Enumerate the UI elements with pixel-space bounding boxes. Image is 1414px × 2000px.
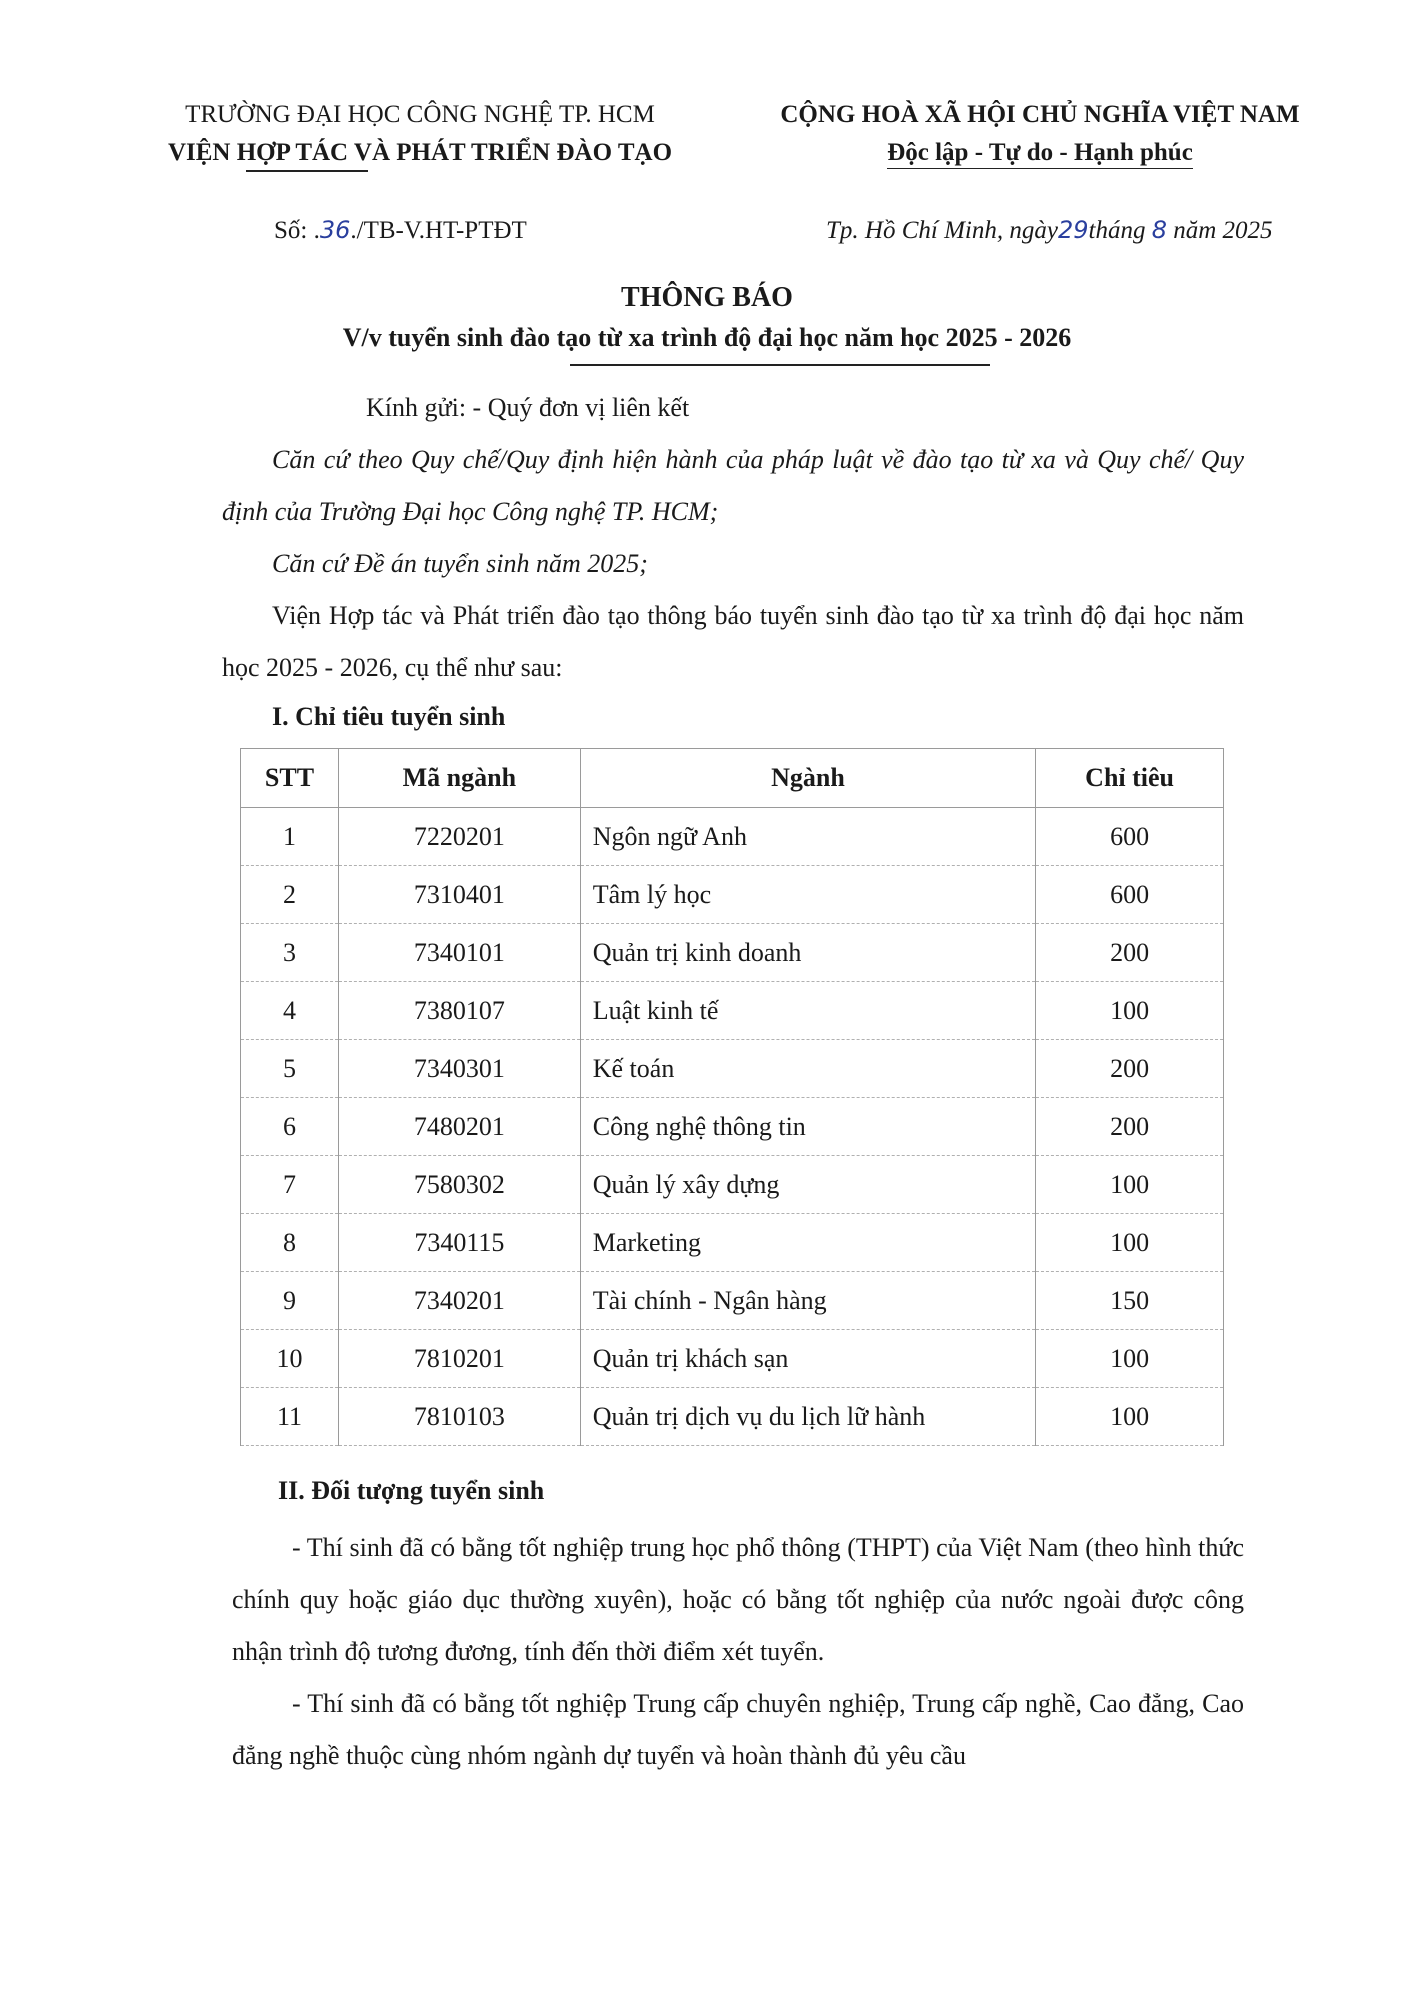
cell-major: Kế toán (580, 1040, 1035, 1098)
cell-quota: 200 (1036, 924, 1224, 982)
legal-basis-2: Căn cứ Đề án tuyển sinh năm 2025; (272, 549, 648, 578)
issuer-university: TRƯỜNG ĐẠI HỌC CÔNG NGHỆ TP. HCM (185, 101, 655, 128)
document-number (274, 216, 527, 245)
cell-major-code: 7220201 (338, 808, 580, 866)
cell-major: Quản trị dịch vụ du lịch lữ hành (580, 1388, 1035, 1446)
cell-quota: 100 (1036, 1330, 1224, 1388)
date-month-label: tháng (1088, 217, 1146, 244)
table-row (241, 1388, 1224, 1446)
cell-major: Tài chính - Ngân hàng (580, 1272, 1035, 1330)
document-number-handwritten: 36 (319, 216, 351, 244)
cell-major: Tâm lý học (580, 866, 1035, 924)
table-row (241, 1330, 1224, 1388)
document-number-suffix: ./TB-V.HT-PTĐT (350, 217, 527, 244)
cell-major-code: 7810201 (338, 1330, 580, 1388)
recipient: Kính gửi: - Quý đơn vị liên kết (366, 393, 690, 422)
cell-major-code: 7810103 (338, 1388, 580, 1446)
cell-major: Quản lý xây dựng (580, 1156, 1035, 1214)
cell-major-code: 7380107 (338, 982, 580, 1040)
issuer-underline (246, 170, 368, 172)
issuer-block (140, 96, 700, 172)
cell-quota: 150 (1036, 1272, 1224, 1330)
cell-major: Ngôn ngữ Anh (580, 808, 1035, 866)
notice-title: THÔNG BÁO (621, 282, 793, 313)
cell-stt: 10 (241, 1330, 339, 1388)
issuer-institute: VIỆN HỢP TÁC VÀ PHÁT TRIỂN ĐÀO TẠO (167, 139, 673, 166)
cell-stt: 6 (241, 1098, 339, 1156)
national-title: CỘNG HOÀ XÃ HỘI CHỦ NGHĨA VIỆT NAM (780, 101, 1300, 128)
cell-stt: 4 (241, 982, 339, 1040)
cell-stt: 2 (241, 866, 339, 924)
table-header-row (241, 749, 1224, 808)
eligibility-item-1: - Thí sinh đã có bằng tốt nghiệp trung học phổ thông (THPT) của Việt Nam (theo hình thức chính quy hoặc giáo dục thường xuyên), hoặc có bằng tốt nghiệp của nước ngoài được công nhận trình độ tương đương, tính đến thời điểm xét tuyển. (232, 1533, 1244, 1666)
table-row (241, 808, 1224, 866)
cell-stt: 7 (241, 1156, 339, 1214)
section-quota-heading: I. Chỉ tiêu tuyển sinh (272, 702, 506, 731)
section-eligibility-heading: II. Đối tượng tuyển sinh (278, 1476, 545, 1505)
cell-stt: 9 (241, 1272, 339, 1330)
cell-stt: 3 (241, 924, 339, 982)
cell-quota: 200 (1036, 1098, 1224, 1156)
cell-stt: 11 (241, 1388, 339, 1446)
cell-quota: 100 (1036, 1388, 1224, 1446)
cell-quota: 100 (1036, 982, 1224, 1040)
quota-table (240, 748, 1224, 1446)
cell-major-code: 7480201 (338, 1098, 580, 1156)
header-major: Ngành (580, 749, 1035, 808)
cell-major: Công nghệ thông tin (580, 1098, 1035, 1156)
document-date (826, 216, 1273, 245)
cell-major-code: 7340115 (338, 1214, 580, 1272)
header-major-code: Mã ngành (338, 749, 580, 808)
date-year: năm 2025 (1173, 217, 1273, 244)
cell-quota: 100 (1036, 1156, 1224, 1214)
national-motto: Độc lập - Tự do - Hạnh phúc (887, 138, 1193, 169)
header-quota: Chỉ tiêu (1036, 749, 1224, 808)
table-row (241, 1272, 1224, 1330)
table-row (241, 1214, 1224, 1272)
cell-stt: 1 (241, 808, 339, 866)
table-row (241, 866, 1224, 924)
cell-major-code: 7340301 (338, 1040, 580, 1098)
date-day-handwritten: 29 (1057, 216, 1089, 244)
cell-quota: 600 (1036, 866, 1224, 924)
table-row (241, 1156, 1224, 1214)
legal-basis-1: Căn cứ theo Quy chế/Quy định hiện hành của pháp luật về đào tạo từ xa và Quy chế/ Quy định của Trường Đại học Công nghệ TP. HCM; (222, 445, 1244, 526)
table-row (241, 1098, 1224, 1156)
table-row (241, 982, 1224, 1040)
table-row (241, 1040, 1224, 1098)
cell-major: Quản trị kinh doanh (580, 924, 1035, 982)
cell-quota: 200 (1036, 1040, 1224, 1098)
date-month-handwritten: 8 (1151, 216, 1167, 244)
cell-quota: 100 (1036, 1214, 1224, 1272)
date-prefix: Tp. Hồ Chí Minh, ngày (826, 217, 1058, 244)
cell-major: Quản trị khách sạn (580, 1330, 1035, 1388)
cell-stt: 8 (241, 1214, 339, 1272)
notice-subject: V/v tuyển sinh đào tạo từ xa trình độ đại học năm học 2025 - 2026 (342, 323, 1072, 352)
cell-major-code: 7310401 (338, 866, 580, 924)
cell-major: Luật kinh tế (580, 982, 1035, 1040)
cell-major: Marketing (580, 1214, 1035, 1272)
table-row (241, 924, 1224, 982)
cell-stt: 5 (241, 1040, 339, 1098)
header-stt: STT (241, 749, 339, 808)
cell-quota: 600 (1036, 808, 1224, 866)
cell-major-code: 7580302 (338, 1156, 580, 1214)
eligibility-item-2: - Thí sinh đã có bằng tốt nghiệp Trung cấp chuyên nghiệp, Trung cấp nghề, Cao đẳng, Cao đẳng nghề thuộc cùng nhóm ngành dự tuyển và hoàn thành đủ yêu cầu (232, 1689, 1244, 1770)
national-motto-block (740, 96, 1340, 172)
cell-major-code: 7340201 (338, 1272, 580, 1330)
document-number-prefix: Số: . (274, 217, 320, 244)
subject-underline (570, 364, 990, 366)
cell-major-code: 7340101 (338, 924, 580, 982)
intro-paragraph: Viện Hợp tác và Phát triển đào tạo thông báo tuyển sinh đào tạo từ xa trình độ đại học năm học 2025 - 2026, cụ thể như sau: (222, 601, 1244, 682)
